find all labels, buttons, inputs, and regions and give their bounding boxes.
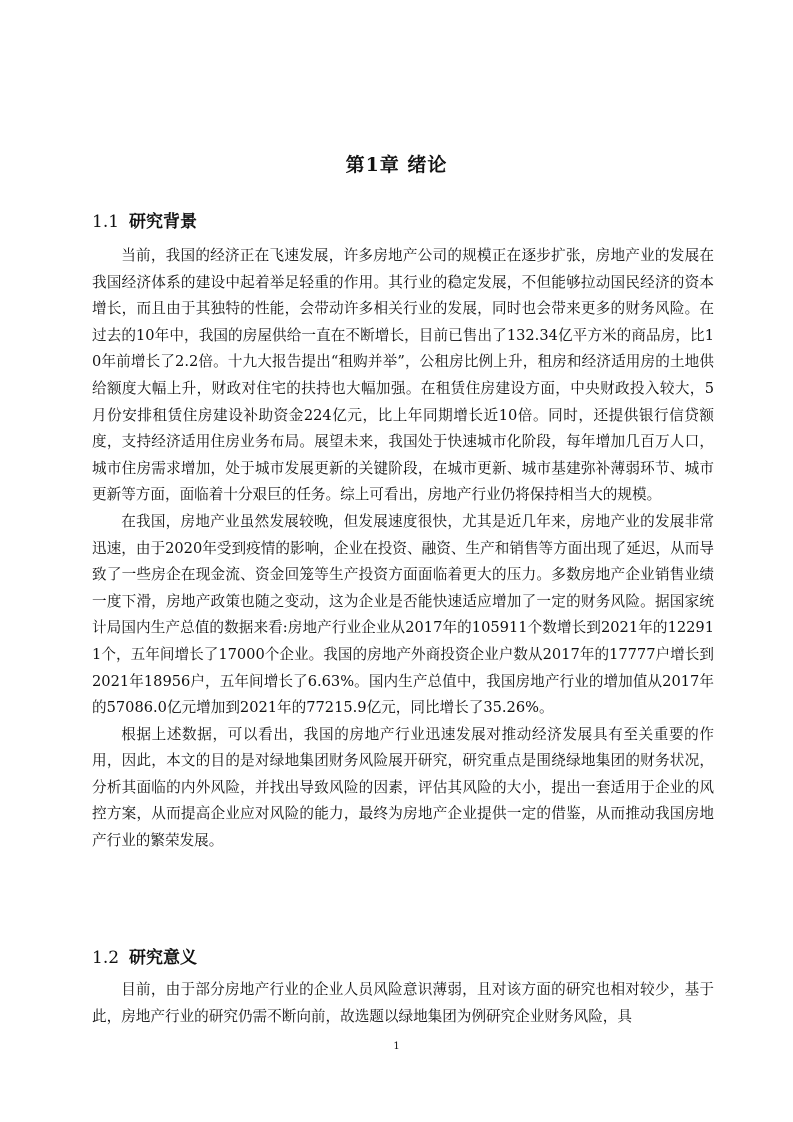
page-number: 1	[393, 1041, 400, 1052]
section-heading-research-background	[92, 207, 712, 232]
body-paragraph: 在我国，房地产业虽然发展较晚，但发展速度很快，尤其是近几年来，房地产业的发展非常迅速，由于2020年受到疫情的影响，企业在投资、融资、生产和销售等方面出现了延迟，从而导致了一些房企在现金流、资金回笼等生产投资方面面临着更大的压力。多数房地产企业销售业绩一度下滑，房地产政策也随之变动，这为企业是否能快速适应增加了一定的财务风险。据国家统计局国内生产总值的数据来看:房地产行业企业从2017年的105911个数增长到2021年的122911个，五年间增长了17000个企业。我国的房地产外商投资企业户数从2017年的17777户增长到2021年18956户，五年间增长了6.63%。国内生产总值中，我国房地产行业的增加值从2017年的57086.0亿元增加到2021年的77215.9亿元，同比增长了35.26%。	[92, 512, 714, 717]
chapter-title: 第1章 绪论	[345, 154, 448, 176]
body-paragraph: 根据上述数据，可以看出，我国的房地产行业迅速发展对推动经济发展具有至关重要的作用，因此，本文的目的是对绿地集团财务风险展开研究，研究重点是围绕绿地集团的财务状况，分析其面临的内外风险，并找出导致风险的因素，评估其风险的大小，提出一套适用于企业的风控方案，从而提高企业应对风险的能力，最终为房地产企业提供一定的借鉴，从而推动我国房地产行业的繁荣发展。	[92, 725, 714, 850]
section-heading-research-significance	[92, 943, 712, 968]
section-number: 1.2	[92, 948, 120, 968]
section-title: 研究背景	[129, 212, 198, 232]
body-paragraph: 当前，我国的经济正在飞速发展，许多房地产公司的规模正在逐步扩张，房地产业的发展在我国经济体系的建设中起着举足轻重的作用。其行业的稳定发展，不但能够拉动国民经济的资本增长，而且由于其独特的性能，会带动许多相关行业的发展，同时也会带来更多的财务风险。在过去的10年中，我国的房屋供给一直在不断增长，目前已售出了132.34亿平方米的商品房，比10年前增长了2.2倍。十九大报告提出“租购并举”，公租房比例上升，租房和经济适用房的土地供给额度大幅上升，财政对住宅的扶持也大幅加强。在租赁住房建设方面，中央财政投入较大，5月份安排租赁住房建设补助资金224亿元，比上年同期增长近10倍。同时，还提供银行信贷额度，支持经济适用住房业务布局。展望未来，我国处于快速城市化阶段，每年增加几百万人口，城市住房需求增加，处于城市发展更新的关键阶段，在城市更新、城市基建弥补薄弱环节、城市更新等方面，面临着十分艰巨的任务。综上可看出，房地产行业仍将保持相当大的规模。	[92, 247, 714, 504]
section-body-research-background	[92, 243, 714, 855]
section-body-research-significance	[92, 977, 714, 1030]
section-title: 研究意义	[129, 948, 198, 968]
body-paragraph: 目前，由于部分房地产行业的企业人员风险意识薄弱，且对该方面的研究也相对较少，基于此，房地产行业的研究仍需不断向前，故选题以绿地集团为例研究企业财务风险，具	[92, 981, 714, 1025]
section-number: 1.1	[92, 212, 120, 232]
